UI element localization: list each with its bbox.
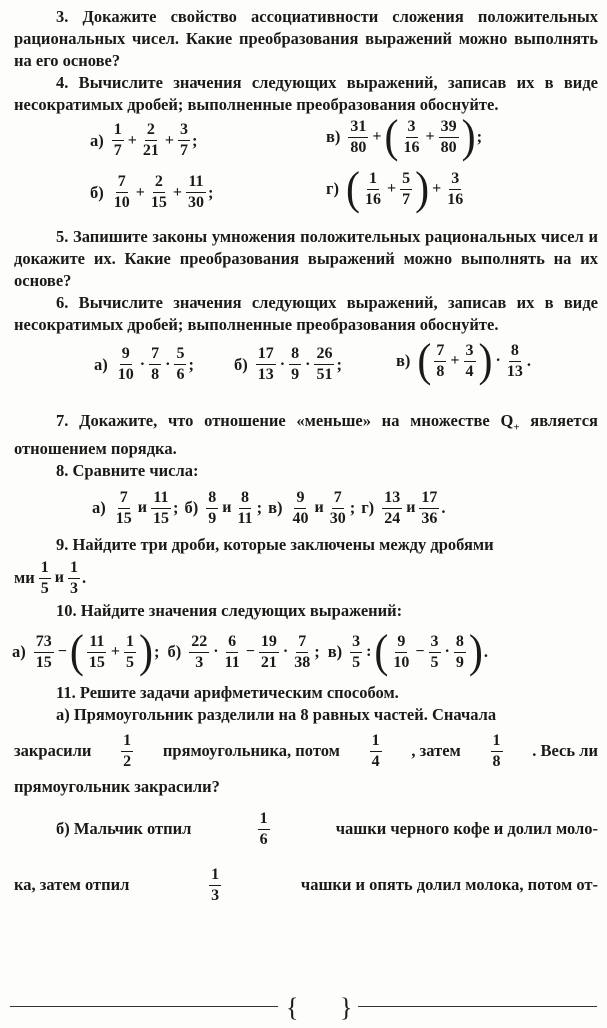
- fraction: 31 80: [350, 117, 367, 156]
- footer-left-bracket: {: [286, 993, 299, 1022]
- fraction: $\frac{1}{5}$: [126, 632, 134, 671]
- task-9: 9. Найдите три дроби, которые заключены между дробями: [56, 535, 494, 555]
- task-6: 6. Вычислите значения следующих выражений, записав их в виде несократимых дробей; выполненные преобразования обоснуйте.: [14, 293, 598, 334]
- fraction: 1 16: [365, 169, 381, 208]
- fraction: 9 40: [292, 488, 309, 527]
- fraction: $\frac{11}{30}$: [188, 173, 204, 211]
- fraction: 8 9: [208, 488, 217, 527]
- fraction: $\frac{3}{4}$: [465, 341, 474, 380]
- task-4g: г) ( 1 16 + $\frac{5}{7}$ ) + $\frac{3}{16}$: [326, 163, 464, 215]
- task-11: 11. Решите задачи арифметическим способом.: [56, 683, 399, 703]
- fraction: 1 3: [69, 558, 78, 597]
- fraction: 1 3: [211, 865, 220, 904]
- textbook-page: [14, 6, 598, 910]
- fraction: $\frac{39}{80}$: [440, 117, 457, 156]
- fraction: 3 5: [352, 632, 361, 671]
- task-7: 7. Докажите, что отношение «меньше» на множестве $Q_+$ является отношением порядка.: [14, 411, 598, 459]
- fraction: 7 30: [329, 488, 346, 527]
- fraction: 8 11: [237, 488, 253, 527]
- fraction: 7 8: [436, 341, 445, 380]
- fraction: 26 51: [316, 345, 333, 383]
- task-4b: б) 7 10 + $\frac{2}{15}$ + $\frac{11}{30}$ ;: [90, 173, 214, 211]
- fraction: 8 13: [506, 341, 523, 380]
- fraction: 6 11: [224, 632, 240, 671]
- fraction: 8 9: [455, 632, 464, 671]
- task-11a-line3: прямоугольник закрасили?: [14, 777, 220, 797]
- fraction: 7 15: [115, 488, 132, 527]
- fraction: 7 38: [294, 632, 311, 671]
- task-6b: б) 17 13 · 8 9 · 26 51 ;: [234, 345, 342, 383]
- fraction: 1 7: [113, 121, 122, 159]
- fraction: 1 4: [371, 731, 380, 770]
- task-4-expressions: [14, 111, 598, 226]
- task-6v: в) ( 7 8 + $\frac{3}{4}$ ) · 8 13 .: [396, 335, 531, 387]
- fraction: 13 24: [384, 488, 401, 527]
- footer-rule-right: [358, 1006, 597, 1007]
- task-8-expressions: а) 7 15 и 11 15 ; б) 8 9 и 8 11 ; в) 9 40 и 7 30 ; г) 13 24 и 17 36 .: [92, 488, 446, 527]
- fraction: $\frac{3}{7}$: [180, 121, 188, 159]
- fraction: 9 10: [117, 345, 134, 383]
- fraction: 73 15: [35, 632, 52, 671]
- task-9-fractions: ми 1 5 и 1 3 .: [14, 558, 87, 597]
- task-4v: в) 31 80 + ( 3 16 + $\frac{39}{80}$ ) ;: [326, 111, 483, 163]
- fraction: 11 15: [152, 488, 169, 527]
- task-11a-line1: а) Прямоугольник разделили на 8 равных частей. Сначала: [56, 705, 497, 725]
- fraction: $\frac{3}{16}$: [447, 169, 464, 208]
- footer-rule-left: [10, 1006, 278, 1007]
- fraction: $\frac{2}{21}$: [142, 121, 159, 159]
- fraction: 3 16: [403, 117, 420, 156]
- fraction: $\frac{3}{5}$: [430, 632, 439, 671]
- fraction: 1 6: [259, 809, 268, 848]
- fraction: $\frac{5}{7}$: [402, 169, 411, 208]
- task-3: 3. Докажите свойство ассоциативности сложения положительных рациональных чисел. Какие преобразования выражений можно выполнять на его основе?: [14, 7, 598, 70]
- task-6a: а) 9 10 · 7 8 · 5 6 ;: [94, 345, 194, 383]
- fraction: $\frac{2}{15}$: [150, 173, 167, 211]
- fraction: 22 3: [191, 632, 208, 671]
- fraction: 1 8: [492, 731, 501, 770]
- task-5: 5. Запишите законы умножения положительных рациональных чисел и докажите их. Какие преобразования выражений можно выполнять на их основе?: [14, 227, 598, 290]
- fraction: 1 2: [123, 731, 132, 770]
- page-footer: [10, 993, 597, 1021]
- fraction: 8 9: [291, 345, 300, 383]
- fraction: 1 5: [40, 558, 49, 597]
- fraction: 7 10: [113, 173, 130, 211]
- fraction: $\frac{19}{21}$: [260, 632, 277, 671]
- fraction: 17 13: [257, 345, 274, 383]
- task-4a: а) 1 7 + $\frac{2}{21}$ + $\frac{3}{7}$ ;: [90, 121, 198, 159]
- task-6-expressions: [14, 336, 598, 406]
- task-10: 10. Найдите значения следующих выражений:: [56, 601, 403, 621]
- fraction: 17 36: [421, 488, 438, 527]
- task-11b-line1: б) Мальчик отпил 1 6 чашки черного кофе и долил моло-: [56, 809, 598, 848]
- task-11b-line2: ка, затем отпил 1 3 чашки и опять долил молока, потом от-: [14, 865, 598, 904]
- footer-right-bracket: }: [340, 993, 353, 1022]
- task-11a-line2: закрасили 1 2 прямоугольника, потом 1 4 , затем 1 8 . Весь ли: [14, 731, 598, 770]
- fraction: 7 8: [151, 345, 160, 383]
- task-8: 8. Сравните числа:: [56, 461, 199, 481]
- fraction: 9 10: [393, 632, 410, 671]
- task-10-expressions: а) 73 15 − ( 11 15 + $\frac{1}{5}$ ) ; б) 22 3 · 6 11 − $\frac{19}{21}$ · 7 38 ; в) 3 5 : ( 9 10 − $\frac{3}{5}$ · 8 9 ) .: [12, 626, 489, 678]
- fraction: 11 15: [88, 632, 105, 671]
- fraction: 5 6: [176, 345, 185, 383]
- task-4: 4. Вычислите значения следующих выражений, записав их в виде несократимых дробей; выполненные преобразования обоснуйте.: [14, 73, 598, 114]
